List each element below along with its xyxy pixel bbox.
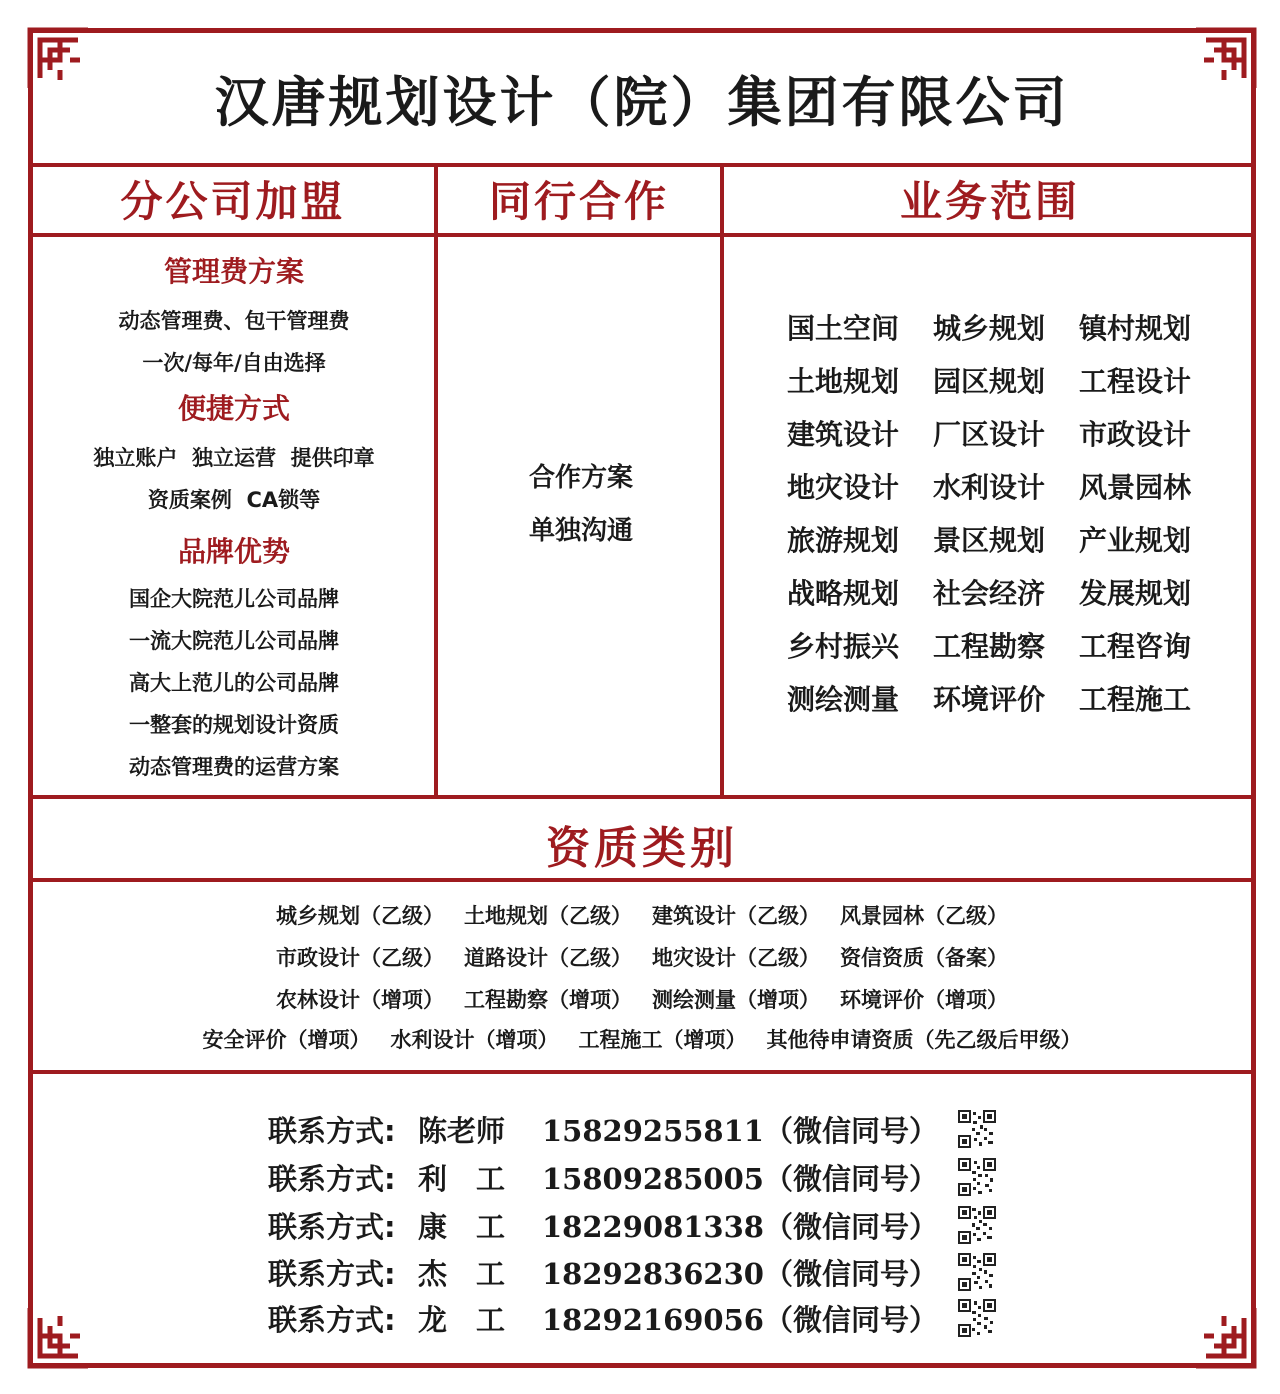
contact-name: 陈老师 (418, 1114, 506, 1148)
qualification-item: 建筑设计（乙级） (652, 904, 820, 928)
contact-row (268, 1254, 938, 1294)
qualification-item: 安全评价（增项） (202, 1028, 371, 1052)
qualification-item: 土地规划（乙级） (464, 904, 632, 928)
business-item: 战略规划 (786, 577, 899, 610)
business-item: 镇村规划 (1078, 312, 1191, 345)
divider-qual-head (28, 878, 1256, 882)
business-item: 工程咨询 (1078, 630, 1191, 663)
business-heading: 业务范围 (899, 177, 1080, 226)
qualification-item: 资信资质（备案） (840, 946, 1008, 970)
contact-name: 杰 工 (418, 1257, 506, 1291)
business-item: 产业规划 (1078, 524, 1191, 557)
business-item: 乡村振兴 (786, 630, 899, 663)
contact-phone[interactable]: 18292836230（微信同号） (542, 1257, 938, 1291)
business-item: 建筑设计 (786, 418, 899, 451)
qualification-item: 地灾设计（乙级） (652, 946, 820, 970)
business-item: 风景园林 (1078, 471, 1191, 504)
fee-line: 动态管理费、包干管理费 (118, 309, 350, 333)
qr-code-icon[interactable] (958, 1206, 996, 1244)
cooperation-line: 合作方案 (528, 463, 633, 493)
qualifications-heading: 资质类别 (546, 823, 738, 874)
business-grid (770, 310, 1220, 718)
qualification-item: 其他待申请资质（先乙级后甲级） (766, 1028, 1082, 1052)
qualification-item: 农林设计（增项） (276, 988, 444, 1012)
qr-code-icon[interactable] (958, 1299, 996, 1337)
divider-qual-bottom (28, 1070, 1256, 1074)
contact-label: 联系方式: (268, 1257, 396, 1291)
convenience-line: 独立账户 独立运营 提供印章 (93, 446, 375, 470)
contact-label: 联系方式: (268, 1210, 396, 1244)
contact-name: 利 工 (418, 1162, 506, 1196)
business-item: 景区规划 (932, 524, 1045, 557)
fee-line: 一次/每年/自由选择 (142, 351, 326, 375)
brand-line: 动态管理费的运营方案 (129, 755, 339, 779)
business-item: 发展规划 (1078, 577, 1191, 610)
business-item: 土地规划 (786, 365, 899, 398)
fee-plan-title: 管理费方案 (163, 255, 304, 288)
contact-name: 康 工 (418, 1210, 506, 1244)
business-item: 园区规划 (932, 365, 1045, 398)
contact-label: 联系方式: (268, 1303, 396, 1337)
qr-code-icon[interactable] (958, 1158, 996, 1196)
convenience-line: 资质案例 CA锁等 (147, 488, 321, 512)
qualification-row (28, 984, 1256, 1014)
business-item: 地灾设计 (786, 471, 899, 504)
business-item: 国土空间 (786, 312, 899, 345)
branch-heading: 分公司加盟 (120, 177, 346, 226)
business-item: 工程勘察 (932, 630, 1045, 663)
qualification-item: 环境评价（增项） (840, 988, 1008, 1012)
cooperation-line: 单独沟通 (528, 516, 633, 546)
qualification-item: 风景园林（乙级） (840, 904, 1008, 928)
divider-column-heads (28, 233, 1256, 237)
contact-phone[interactable]: 18292169056（微信同号） (542, 1303, 938, 1337)
qualification-item: 测绘测量（增项） (652, 988, 820, 1012)
corner-ornament-bottom-right (1192, 1304, 1258, 1370)
divider-title (28, 163, 1256, 167)
contact-phone[interactable]: 15829255811（微信同号） (542, 1114, 938, 1148)
contact-phone[interactable]: 18229081338（微信同号） (542, 1210, 938, 1244)
business-item: 旅游规划 (786, 524, 899, 557)
qualification-row (28, 942, 1256, 972)
contact-label: 联系方式: (268, 1114, 396, 1148)
contact-row (268, 1111, 938, 1151)
qualification-item: 城乡规划（乙级） (276, 904, 444, 928)
contact-label: 联系方式: (268, 1162, 396, 1196)
cooperation-heading: 同行合作 (488, 177, 669, 226)
qualification-item: 工程施工（增项） (578, 1028, 747, 1052)
brand-line: 一流大院范儿公司品牌 (129, 629, 339, 653)
qualification-item: 市政设计（乙级） (276, 946, 444, 970)
qualification-item: 工程勘察（增项） (464, 988, 632, 1012)
qualification-item: 道路设计（乙级） (464, 946, 632, 970)
brand-title: 品牌优势 (177, 535, 290, 568)
business-item: 社会经济 (932, 577, 1045, 610)
contact-phone[interactable]: 15809285005（微信同号） (542, 1162, 938, 1196)
company-title: 汉唐规划设计（院）集团有限公司 (214, 71, 1070, 134)
qr-code-icon[interactable] (958, 1110, 996, 1148)
brand-line: 高大上范儿的公司品牌 (129, 671, 339, 695)
business-item: 工程施工 (1078, 683, 1191, 716)
corner-ornament-bottom-left (26, 1304, 92, 1370)
convenience-title: 便捷方式 (177, 392, 290, 425)
business-item: 工程设计 (1078, 365, 1191, 398)
contact-row (268, 1207, 938, 1247)
business-item: 环境评价 (932, 683, 1045, 716)
business-item: 市政设计 (1078, 418, 1191, 451)
business-item: 水利设计 (932, 471, 1045, 504)
qualification-row (28, 1024, 1256, 1054)
business-item: 厂区设计 (932, 418, 1045, 451)
qualification-row (28, 900, 1256, 930)
brand-line: 国企大院范儿公司品牌 (129, 587, 339, 611)
contact-name: 龙 工 (418, 1303, 506, 1337)
business-item: 测绘测量 (786, 683, 899, 716)
brand-line: 一整套的规划设计资质 (129, 713, 339, 737)
divider-columns-bottom (28, 795, 1256, 799)
contact-row (268, 1159, 938, 1199)
qualification-item: 水利设计（增项） (390, 1028, 559, 1052)
contact-row (268, 1300, 938, 1340)
qr-code-icon[interactable] (958, 1253, 996, 1291)
business-item: 城乡规划 (932, 312, 1045, 345)
